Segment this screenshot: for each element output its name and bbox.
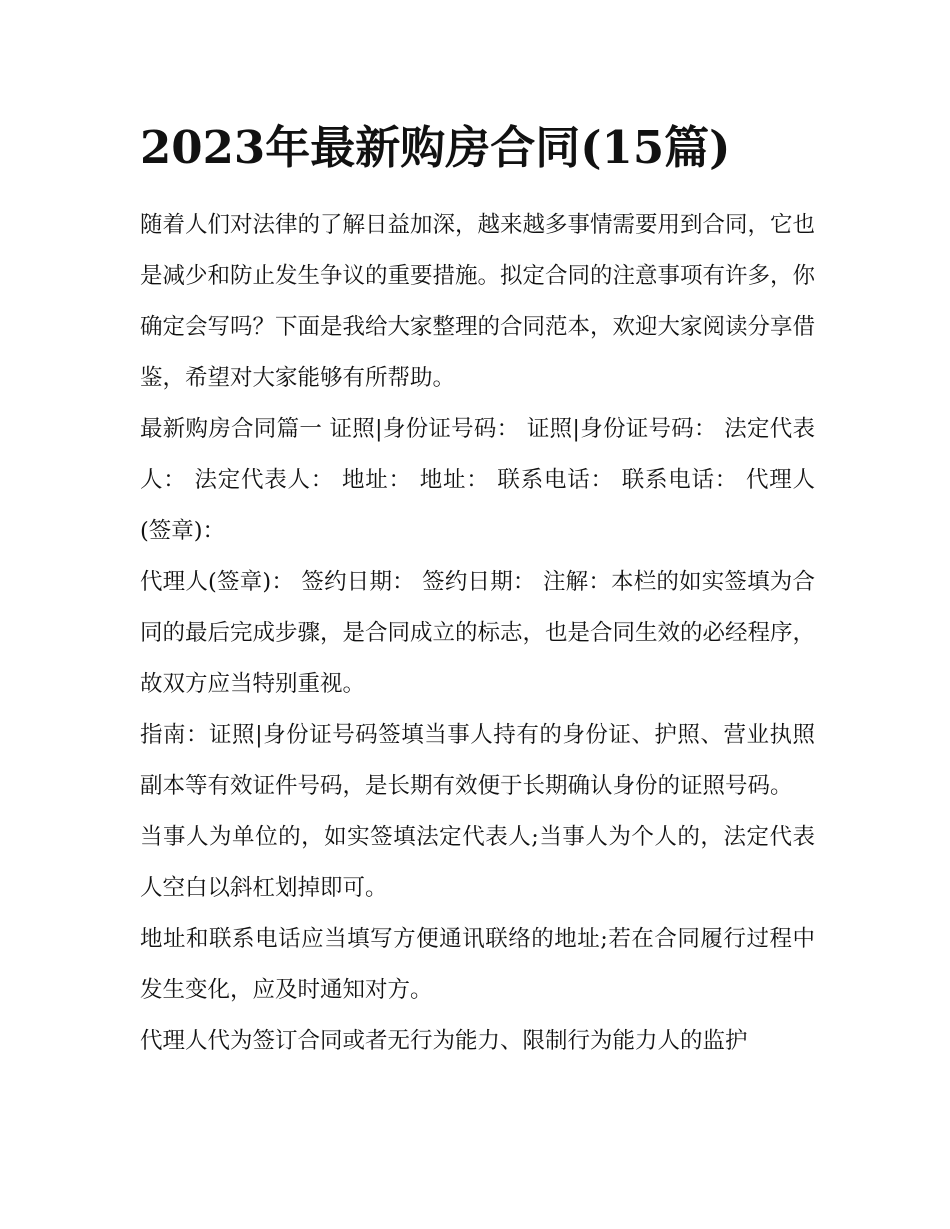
paragraph-agent: 代理人代为签订合同或者无行为能力、限制行为能力人的监护 [140,1028,748,1054]
paragraph-address: 地址和联系电话应当填写方便通讯联络的地址;若在合同履行过程中发生变化，应及时通知对方。 [140,926,815,1003]
paragraph-signature-note: 代理人(签章)： 签约日期： 签约日期： 注解：本栏的如实签填为合同的最后完成步骤，是合同成立的标志，也是合同生效的必经程序，故双方应当特别重视。 [140,569,816,697]
paragraph-signature-block: 最新购房合同篇一 证照|身份证号码： 证照|身份证号码： 法定代表人： 法定代表人： 地址： 地址： 联系电话： 联系电话： 代理人(签章)： [140,416,815,544]
document-page [140,118,815,1067]
paragraph-id-guide: 指南：证照|身份证号码签填当事人持有的身份证、护照、营业执照副本等有效证件号码，是长期有效便于长期确认身份的证照号码。 [140,722,815,799]
document-title: 2023年最新购房合同(15篇) [140,121,731,174]
paragraph-legal-rep: 当事人为单位的，如实签填法定代表人;当事人为个人的，法定代表人空白以斜杠划掉即可。 [140,824,815,901]
paragraph-intro: 随着人们对法律的了解日益加深，越来越多事情需要用到合同，它也是减少和防止发生争议的重要措施。拟定合同的注意事项有许多，你确定会写吗？下面是我给大家整理的合同范本，欢迎大家阅读分享借鉴，希望对大家能够有所帮助。 [140,212,816,391]
